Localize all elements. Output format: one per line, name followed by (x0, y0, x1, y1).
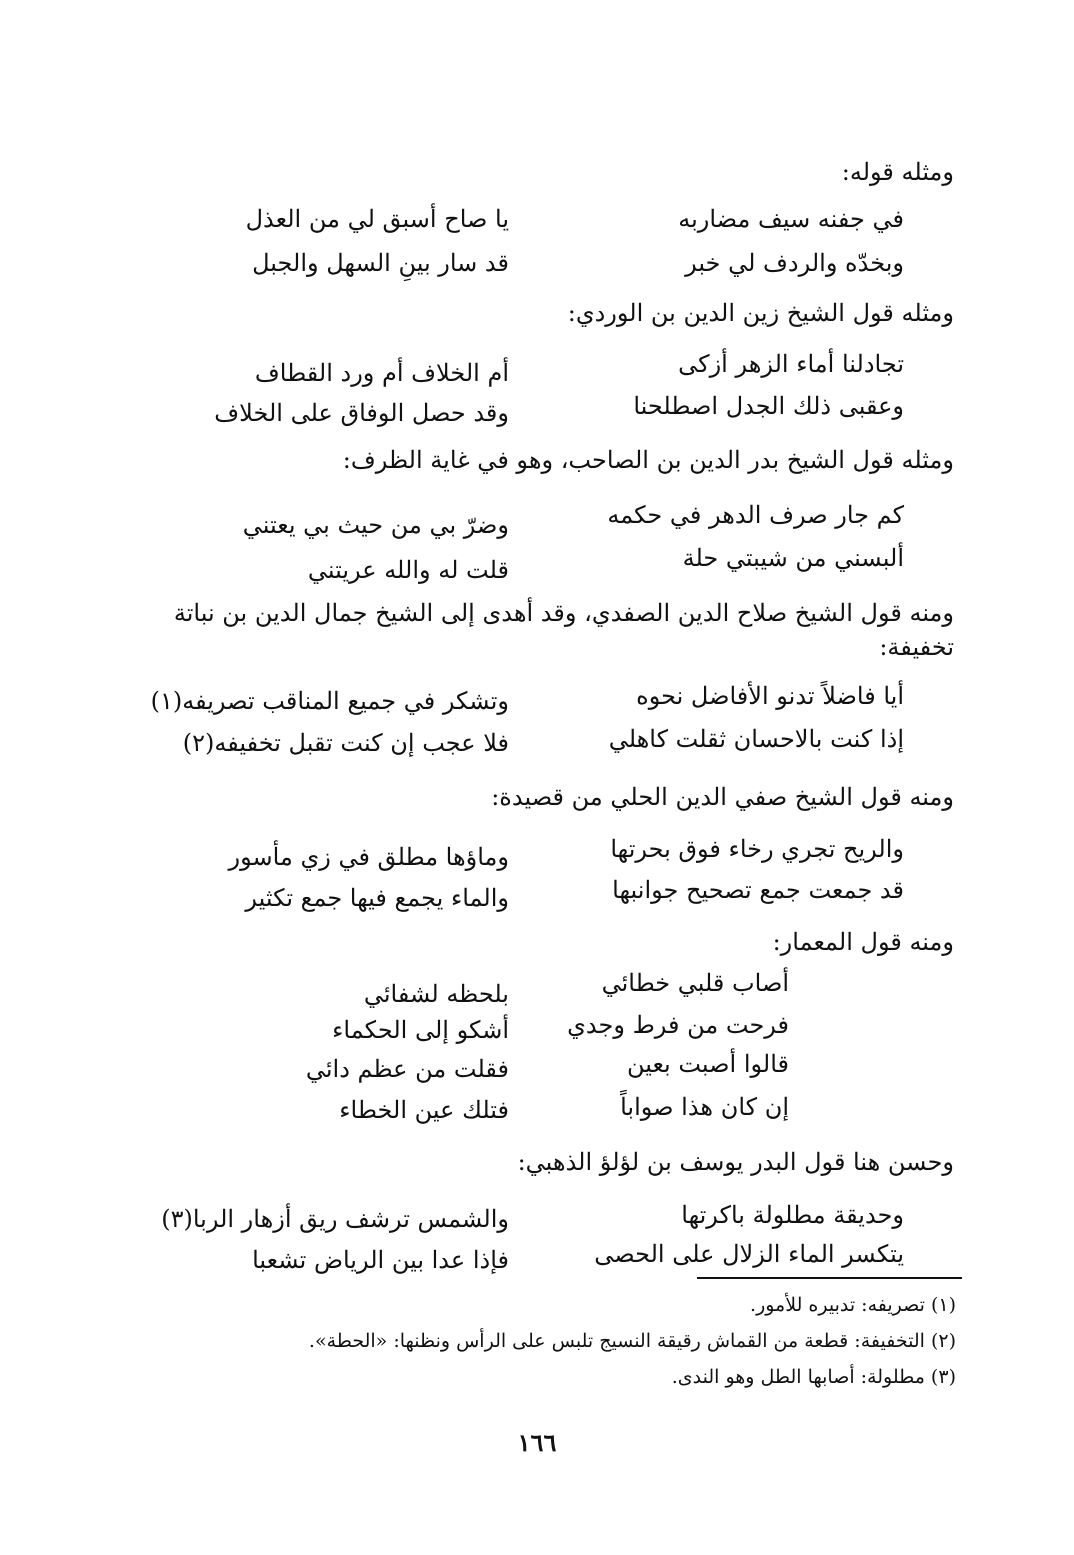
verse-first-hemistich: تجادلنا أماء الزهر أزكى (678, 350, 904, 378)
verse-second-hemistich: وقد حصل الوفاق على الخلاف (214, 399, 509, 427)
verse-first-hemistich: أصاب قلبي خطائي (601, 969, 789, 997)
verse-second-hemistich: يا صاح أسبق لي من العذل (245, 205, 509, 233)
poem-intro: ومنه قول المعمار: (772, 928, 954, 956)
verse-second-hemistich: وتشكر في جميع المناقب تصريفه(١) (150, 687, 509, 715)
verse-first-hemistich: ألبسني من شيبتي حلة (682, 544, 904, 572)
verse-second-hemistich: بلحظه لشفائي (363, 980, 509, 1008)
verse-first-hemistich: يتكسر الماء الزلال على الحصى (594, 1240, 904, 1268)
verse-second-hemistich: والماء يجمع فيها جمع تكثير (245, 884, 509, 912)
verse-second-hemistich: فلا عجب إن كنت تقبل تخفيفه(٢) (182, 729, 509, 757)
verse-first-hemistich: إذا كنت بالاحسان ثقلت كاهلي (608, 725, 904, 753)
verse-first-hemistich: والريح تجري رخاء فوق بحرتها (610, 835, 904, 863)
footnote: (٣) مطلولة: أصابها الطل وهو الندى. (671, 1366, 956, 1388)
poem-intro: ومثله قول الشيخ زين الدين بن الوردي: (567, 299, 954, 327)
verse-second-hemistich: فقلت من عظم دائي (305, 1055, 509, 1083)
verse-first-hemistich: أيا فاضلاً تدنو الأفاضل نحوه (636, 682, 904, 710)
footnote: (٢) التخفيفة: قطعة من القماش رقيقة النسيج تلبس على الرأس ونظنها: «الحطة». (308, 1330, 956, 1352)
poem-intro: ومنه قول الشيخ صلاح الدين الصفدي، وقد أهدى إلى الشيخ جمال الدين بن نباتة تخفيفة: (173, 599, 954, 661)
verse-second-hemistich: فإذا عدا بين الرياض تشعبا (252, 1246, 509, 1274)
verse-first-hemistich: وبخدّه والردف لي خبر (685, 249, 904, 277)
verse-second-hemistich: أم الخلاف أم ورد القطاف (254, 359, 509, 387)
verse-first-hemistich: فرحت من فرط وجدي (567, 1011, 789, 1039)
verse-second-hemistich: أشكو إلى الحكماء (332, 1016, 509, 1044)
verse-first-hemistich: إن كان هذا صواباً (620, 1093, 789, 1121)
verse-first-hemistich: قد جمعت جمع تصحيح جوانبها (612, 876, 904, 904)
poem-intro: ومثله قوله: (841, 158, 954, 186)
verse-first-hemistich: وعقبى ذلك الجدل اصطلحنا (633, 392, 904, 420)
verse-first-hemistich: في جفنه سيف مضاربه (678, 205, 904, 233)
verse-first-hemistich: قالوا أصبت بعين (626, 1050, 789, 1078)
verse-second-hemistich: قلت له والله عريتني (307, 556, 509, 584)
footnote-divider (697, 1277, 962, 1279)
footnote: (١) تصريفه: تدبيره للأمور. (750, 1294, 956, 1316)
poem-intro: وحسن هنا قول البدر يوسف بن لؤلؤ الذهبي: (517, 1148, 954, 1176)
verse-second-hemistich: وضرّ بي من حيث بي يعتني (242, 511, 509, 539)
verse-first-hemistich: كم جار صرف الدهر في حكمه (607, 501, 904, 529)
verse-second-hemistich: والشمس ترشف ريق أزهار الربا(٣) (161, 1205, 509, 1233)
poem-intro: ومثله قول الشيخ بدر الدين بن الصاحب، وهو في غاية الظرف: (342, 446, 954, 474)
verse-first-hemistich: وحديقة مطلولة باكرتها (681, 1201, 904, 1229)
verse-second-hemistich: فتلك عين الخطاء (339, 1096, 509, 1124)
verse-second-hemistich: وماؤها مطلق في زي مأسور (228, 843, 509, 871)
poem-intro: ومنه قول الشيخ صفي الدين الحلي من قصيدة: (491, 783, 954, 811)
verse-second-hemistich: قد سار بينِ السهل والجبل (252, 249, 509, 277)
page-number: ١٦٦ (517, 1428, 557, 1457)
